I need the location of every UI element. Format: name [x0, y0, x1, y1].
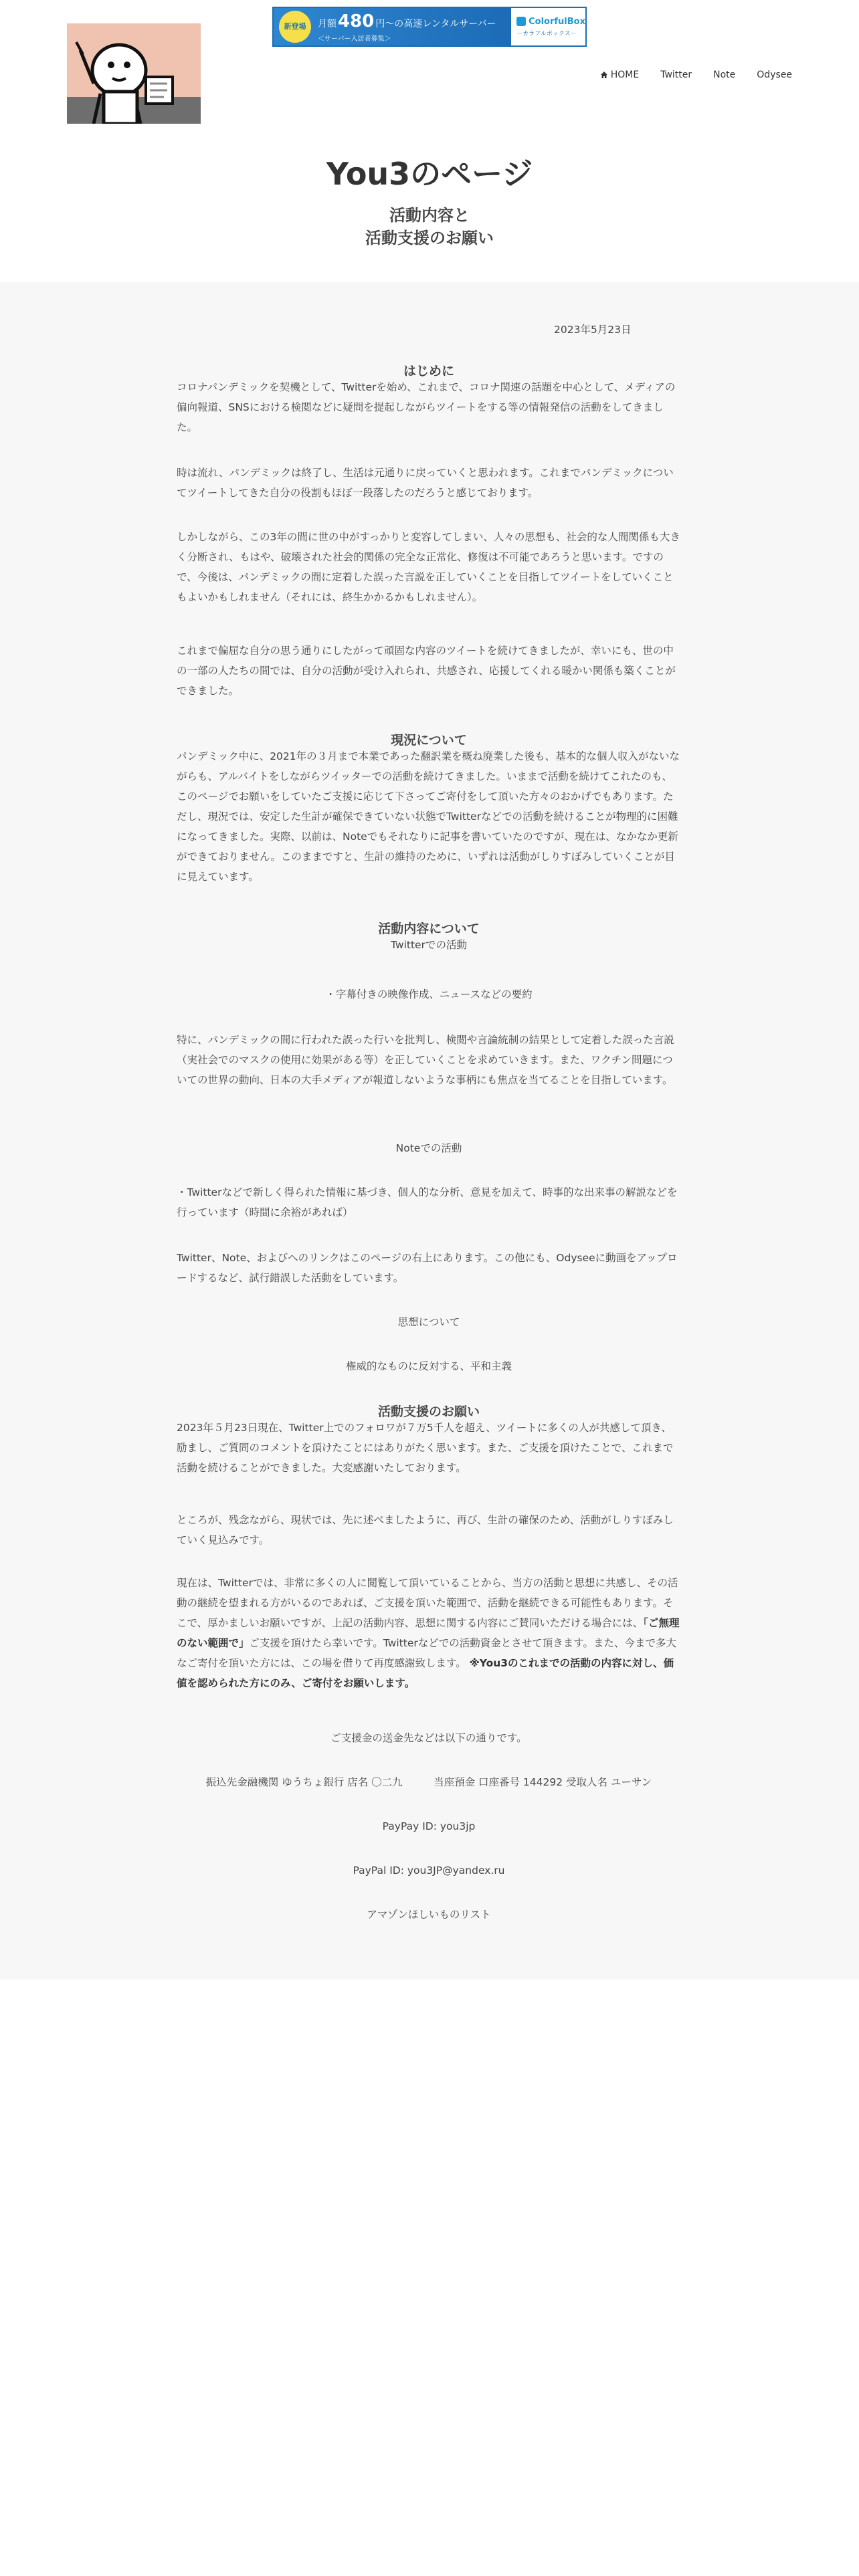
intro-paragraph-2: 時は流れ、パンデミックは終了し、生活は元通りに戻っていくと思われます。これまでパンデミックについてツイートしてきた自分の役割もほぼ一段落したのだろうと感じております。: [177, 467, 674, 499]
site-header: [0, 0, 859, 282]
nav-note[interactable]: [713, 70, 735, 80]
site-subtitle: [0, 204, 859, 249]
main-nav: [579, 70, 792, 80]
nav-home-label: HOME: [610, 70, 640, 80]
twitter-activity-paragraph: 特に、パンデミックの間に行われた誤った行いを批判し、検閲や言論統制の結果として定着した誤った言説（実社会でのマスクの使用に効果がある等）を正していくことを求めていきます。また、ワクチン問題についての世界の動向、日本の大手メディアが報道しないような事柄にも焦点を当てることを目指しています。: [177, 1034, 674, 1086]
thought-text: 権威的なものに反対する、平和主義: [345, 1360, 512, 1372]
support-info-intro: ご支援金の送金先などは以下の通りです。: [330, 1732, 527, 1744]
support-emphasis-note: ※You3のこれまでの活動の内容に対し、価値を認められた方にのみ、ご寄付をお願いします。: [177, 1657, 674, 1689]
ad-price-value: 480: [338, 11, 375, 31]
ad-brand-text: ColorfulBox: [529, 16, 585, 27]
section-title-intro: はじめに: [403, 364, 454, 379]
note-activity-paragraph: Twitter、Note、およびへのリンクはこのページの右上にあります。この他にも、Odyseeに動画をアップロードするなど、試行錯誤した活動をしています。: [177, 1252, 678, 1284]
nav-note-label: Note: [713, 70, 736, 80]
nav-odysee[interactable]: [757, 70, 792, 80]
post-date: 2023年5月23日: [554, 324, 632, 336]
nav-twitter[interactable]: [660, 70, 692, 80]
section-title-support: 活動支援のお願い: [377, 1404, 480, 1419]
site-logo[interactable]: [67, 23, 201, 124]
amazon-wishlist-link[interactable]: アマゾンほしいものリスト: [367, 1909, 491, 1921]
paypay-id: PayPay ID: you3jp: [382, 1820, 476, 1832]
ad-banner[interactable]: [272, 7, 587, 47]
cartoon-avatar-icon: [67, 23, 201, 124]
support-paragraph-1: 2023年５月23日現在、Twitter上でのフォロワが７万5千人を超え、ツイートに多くの人が共感して頂き、励まし、ご質問のコメントを頂けたことにはありがたく思います。また、ご支援を頂けたことで、これまで活動を続けることができました。大変感謝いたしております。: [177, 1422, 674, 1474]
thought-heading: 思想について: [397, 1316, 460, 1328]
colorfulbox-logo-icon: [516, 17, 526, 26]
note-activity-heading: Noteでの活動: [395, 1142, 462, 1154]
support-paragraph-2: ところが、残念ながら、現状では、先に述べましたように、再び、生計の確保のため、活動がしりすぼみしていく見込みです。: [177, 1514, 674, 1546]
site-title: You3のページ: [326, 156, 533, 192]
nav-home[interactable]: [600, 70, 639, 80]
site-subtitle-line1: 活動内容と: [389, 206, 470, 225]
intro-paragraph-3: しかしながら、この3年の間に世の中がすっかりと変容してしまい、人々の思想も、社会的な人間関係も大きく分断され、もはや、破壊された社会的関係の完全な正常化、修復は不可能であろうと思います。ですので、今後は、パンデミックの間に定着した誤った言説を正していくことを目指してツイートをしていくこともよいかもしれません（それには、終生かかるかもしれません）。: [177, 531, 680, 603]
nav-twitter-label: Twitter: [660, 70, 692, 80]
paypal-id: PayPal ID: you3JP@yandex.ru: [353, 1864, 505, 1876]
support-paragraph-3c: ご支援を頂けたら幸いです。Twitterなどでの活動資金とさせて頂きます。また、今まで多大なご寄付を頂いた方には、この場を借りて再度感謝致します。: [177, 1637, 676, 1669]
section-title-activity: 活動内容について: [378, 922, 480, 936]
ad-brand-sub: －カラフルボックス－: [516, 30, 577, 37]
note-activity-item: ・Twitterなどで新しく得られた情報に基づき、個人的な分析、意見を加えて、時事的な出来事の解説などを行っています（時間に余裕があれば）: [177, 1186, 678, 1218]
ad-price-prefix: 月額: [318, 18, 337, 29]
support-emphasis-reasonable: 「ご無理のない範囲で」: [177, 1617, 680, 1649]
support-paragraph-3: [177, 1573, 681, 1693]
bank-info: 振込先金融機関 ゆうちょ銀行 店名 〇二九 当座預金 口座番号 144292 受取人名 ユーサン: [205, 1776, 652, 1788]
section-title-status: 現況について: [391, 733, 467, 748]
ad-price: [318, 11, 496, 31]
main-content: [0, 282, 859, 1979]
intro-paragraph-4: これまで偏屈な自分の思う通りにしたがって頑固な内容のツイートを続けてきましたが、幸いにも、世の中の一部の人たちの間では、自分の活動が受け入れられ、共感され、応援してくれる暖かい関係も築くことができました。: [177, 645, 676, 697]
home-icon: [600, 71, 608, 79]
ad-brand: [516, 17, 585, 27]
ad-left-panel: [274, 8, 511, 45]
status-paragraph: パンデミック中に、2021年の３月まで本業であった翻訳業を概ね廃業した後も、基本的な個人収入がないながらも、アルバイトをしながらツイッターでの活動を続けてきました。いままで活動を続けてこれたのも、このページでお願いをしていたご支援に応じて下さってご寄付をして頂いた方々のおかげでもあります。ただし、現況では、安定した生計が確保できていない状態でTwitterなどでの活動を続けることが物理的に困難になってきました。実際、以前は、Noteでもそれなりに記事を書いていたのですが、現在は、なかなか更新ができておりません。このままですと、生計の維持のために、いずれは活動がしりすぼみしていくことが目に見えています。: [177, 750, 680, 883]
ad-badge: 新登場: [279, 11, 311, 43]
intro-paragraph-1: コロナパンデミックを契機として、Twitterを始め、これまで、コロナ関連の話題を中心として、メディアの偏向報道、SNSにおける検閲などに疑問を提起しながらツイートをする等の情報発信の活動をしてきました。: [177, 381, 676, 433]
support-paragraph-3a: 現在は、Twitterでは、非常に多くの人に閲覧して頂いていることから、当方の活動と思想に共感し、その活動の継続を望まれる方がいるのであれば、ご支援を頂いた範囲で、活動を継続できる可能性もあります。そこで、厚かましいお願いですが、上記の活動内容、思想に関する内容にご賛同いただける場合には、: [177, 1577, 678, 1629]
nav-odysee-label: Odysee: [757, 70, 792, 80]
ad-main: [318, 11, 496, 43]
ad-subtext: ＜サーバー入居者募集＞: [318, 35, 391, 43]
ad-price-suffix: 円～の高速レンタルサーバー: [375, 18, 496, 29]
site-subtitle-line2: 活動支援のお願い: [365, 229, 494, 247]
ad-right-panel: [511, 8, 585, 45]
twitter-activity-item: ・字幕付きの映像作成、ニュースなどの要約: [325, 988, 533, 1000]
twitter-activity-heading: Twitterでの活動: [391, 939, 467, 951]
